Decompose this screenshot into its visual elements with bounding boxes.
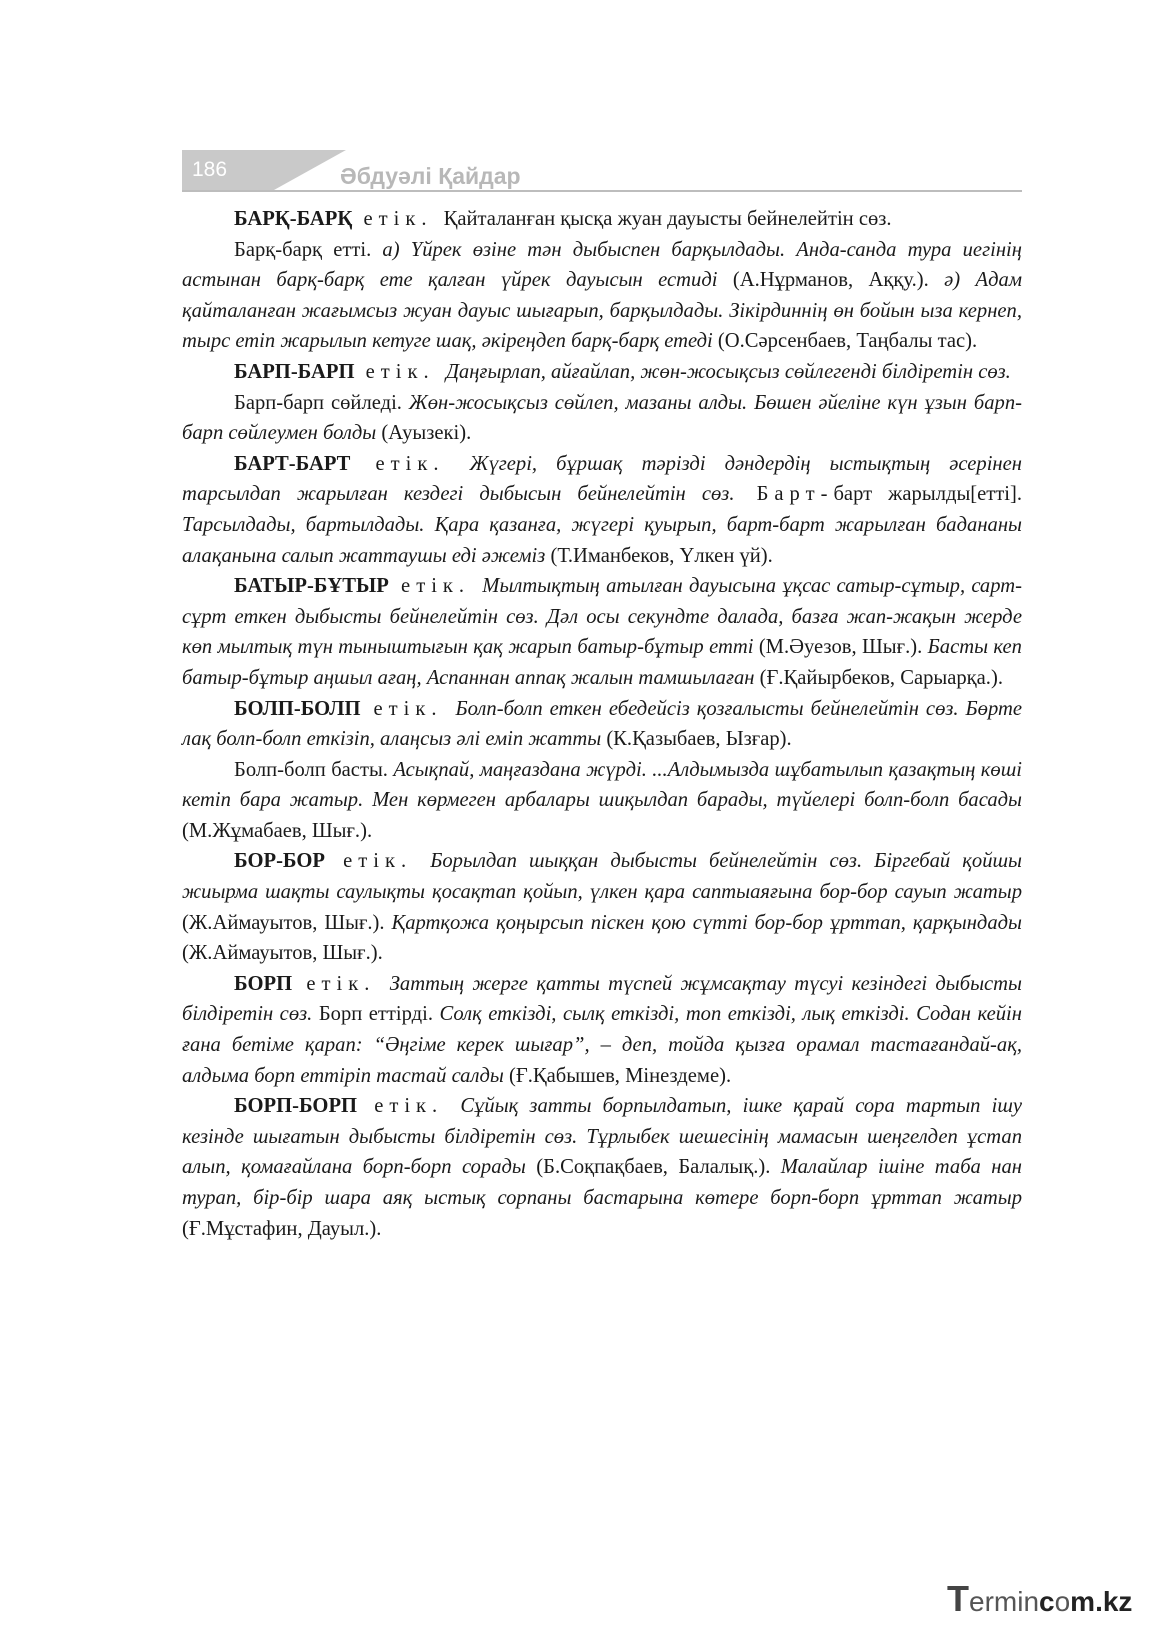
plain-text: (Ғ.Қабышев, Мінездеме). <box>503 1064 732 1087</box>
header-rule <box>182 190 1022 192</box>
definition-text: Сұйық затты борпылдатып, ішке қарай сора тартып ішу кезінде шығатын дыбысты білдіретін сөз. Тұрлыбек шешесінің мамасын шеңгелдеп ұстап алып, қомағайлана борп-борп сорады <box>182 1095 1023 1179</box>
plain-text: (Б.Соқпақбаев, Балалық.). <box>525 1156 781 1179</box>
definition-text: Борылдап шыққан дыбысты бейнелейтін сөз. Біргебай қойшы жиырма шақты саулықты қосақтап қойып, үлкен қара саптыаяғына бор-бор сауып жатыр <box>182 850 1023 904</box>
entry-paragraph <box>182 357 1022 388</box>
watermark-magnifier-o: o <box>1054 1586 1071 1617</box>
watermark-text-b: c <box>1039 1586 1055 1617</box>
definition-text: Асықпай, маңғаздана жүрді. ...Алдымызда шұбатылып қазақтың көші кетіп бара жатыр. Мен көрмеген арбалары шиқылдап барады, түйелері болп-болп басады <box>182 758 1022 812</box>
part-of-speech: Барт- <box>734 483 834 506</box>
plain-text: (Ғ.Мұстафин, Дауыл.). <box>182 1217 382 1240</box>
plain-text: (М.Әуезов, Шығ.). <box>753 636 928 659</box>
running-author: Әбдуәлі Қайдар <box>340 163 521 189</box>
definition-text: ә) Адам қайталанған жағымсыз жуан дауыс шығарып, барқылдады. Зікірдиннің өн бойын ыза кернеп, тырс етіп жарылып кетуге шақ, әкіреңдеп барқ-барқ етеді <box>182 269 1022 353</box>
definition-text: Даңғырлап, айғайлап, жөн-жосықсыз сөйлегенді білдіретін сөз. <box>445 360 1011 383</box>
definition-text: Тарсылдады, бартылдады. Қара қазанға, жүгері қуырып, барт-барт жарылған бадананы алақанына салып жаттаушы еді әжеміз <box>182 513 1022 567</box>
definition-text: Мылтықтың атылған дауысына ұқсас сатыр-сұтыр, сарт-сұрт еткен дыбысты бейнелейтін сөз. Дәл осы секундте далада, базға жап-жақын жерде көп мылтық түн тыныштығын қақ жарып батыр-бұтыр етті <box>182 575 1022 659</box>
entry-paragraph <box>182 571 1022 693</box>
entry-paragraph <box>182 235 1022 357</box>
part-of-speech: етік. <box>352 208 444 230</box>
headword: БАРҚ-БАРҚ <box>234 208 353 230</box>
part-of-speech: етік. <box>388 575 483 598</box>
definition-text: Жүгері, бұршақ тәрізді дәндердің ыстықтың әсерінен тарсылдап жарылған кездегі дыбысын бейнелейтін сөз. <box>182 452 1023 506</box>
plain-text: (Ж.Аймауытов, Шығ.). <box>182 942 383 965</box>
headword: БАРТ-БАРТ <box>234 452 351 475</box>
site-watermark[interactable] <box>947 1578 1132 1620</box>
header-tab-slope <box>274 150 346 190</box>
plain-text: (А.Нұрманов, Аққу.). <box>717 269 945 292</box>
headword: БОЛП-БОЛП <box>234 697 361 720</box>
plain-text: (М.Жұмабаев, Шығ.). <box>182 819 373 842</box>
headword: БОРП <box>234 972 293 995</box>
entry-paragraph <box>182 1091 1022 1244</box>
headword: БАРП-БАРП <box>234 360 355 383</box>
plain-text: (Т.Иманбеков, Үлкен үй). <box>545 544 773 567</box>
plain-text: Барп-барп сөйледі. <box>234 391 409 414</box>
part-of-speech: етік. <box>325 850 431 873</box>
entry-paragraph <box>182 969 1022 1091</box>
plain-text: барт жарылды[етті]. <box>833 483 1023 506</box>
headword: БАТЫР-БҰТЫР <box>234 575 389 598</box>
plain-text: Болп-болп басты. <box>234 758 394 781</box>
entry-paragraph <box>182 846 1022 968</box>
entry-paragraph <box>182 388 1022 449</box>
entry-paragraph <box>182 449 1022 571</box>
definition-text: Болп-болп еткен ебедейсіз қозғалысты бейнелейтін сөз. Бөрте лақ болп-болп еткізіп, алаңсыз әлі еміп жатты <box>182 697 1023 751</box>
definition-text: Қартқожа қоңырсып піскен қою сүтті бор-бор ұрттап, қарқындады <box>391 911 1022 934</box>
entry-paragraph <box>182 755 1022 847</box>
watermark-logo-letter: T <box>947 1578 969 1619</box>
plain-text: (О.Сәрсенбаев, Таңбалы тас). <box>712 330 978 353</box>
entry-paragraph <box>182 204 1022 235</box>
dictionary-entries <box>182 204 1022 1244</box>
plain-text: Барқ-барқ етті. <box>234 238 383 261</box>
plain-text: (Ж.Аймауытов, Шығ.). <box>182 911 392 934</box>
definition-text: Малайлар ішіне таба нан турап, бір-бір шара аяқ ыстық сорпаны бастарына көтере борп-борп ұрттап жатыр <box>182 1156 1022 1209</box>
plain-text: Борп еттірді. <box>312 1003 440 1026</box>
part-of-speech: етік. <box>354 360 446 383</box>
watermark-text-c: m.kz <box>1070 1586 1133 1617</box>
watermark-text-a: ermin <box>969 1586 1040 1617</box>
definition-text: Солқ еткізді, сылқ еткізді, топ еткізді, лық еткізді. Содан кейін ғана бетіме қарап: “Әңгіме керек шығар”, – деп, тойда қызға орамал тастағандай-ақ, алдыма борп еттіріп тастай салды <box>182 1003 1022 1087</box>
definition-text: Басты кеп батыр-бұтыр аңшыл ағаң, Аспаннан аппақ жалын тамшылаған <box>182 636 1022 689</box>
plain-text: (Ғ.Қайырбеков, Сарыарқа.). <box>754 666 1003 689</box>
part-of-speech: етік. <box>357 1095 461 1118</box>
plain-text: (Ауызекі). <box>376 422 472 445</box>
part-of-speech: етік. <box>292 972 390 995</box>
entry-paragraph <box>182 694 1022 755</box>
part-of-speech: етік. <box>360 697 456 720</box>
page-number: 186 <box>182 150 274 190</box>
definition-text: а) Үйрек өзіне тән дыбыспен барқылдады. Анда-санда тура иегінің астынан барқ-барқ ете қалған үйрек дауысын естиді <box>182 238 1022 292</box>
definition-text: Жөн-жосықсыз сөйлеп, мазаны алды. Бөшен әйеліне күн ұзын барп-барп сөйлеумен болды <box>182 391 1022 445</box>
page-header <box>182 150 1022 195</box>
plain-text: Қайталанған қысқа жуан дауысты бейнелейтін сөз. <box>443 208 892 230</box>
headword: БОРП-БОРП <box>234 1095 358 1118</box>
plain-text: (К.Қазыбаев, Ызғар). <box>601 728 792 751</box>
definition-text: Заттың жерге қатты түспей жұмсақтау түсуі кезіндегі дыбысты білдіретін сөз. <box>182 972 1022 1026</box>
part-of-speech: етік. <box>350 452 470 475</box>
headword: БОР-БОР <box>234 850 326 873</box>
